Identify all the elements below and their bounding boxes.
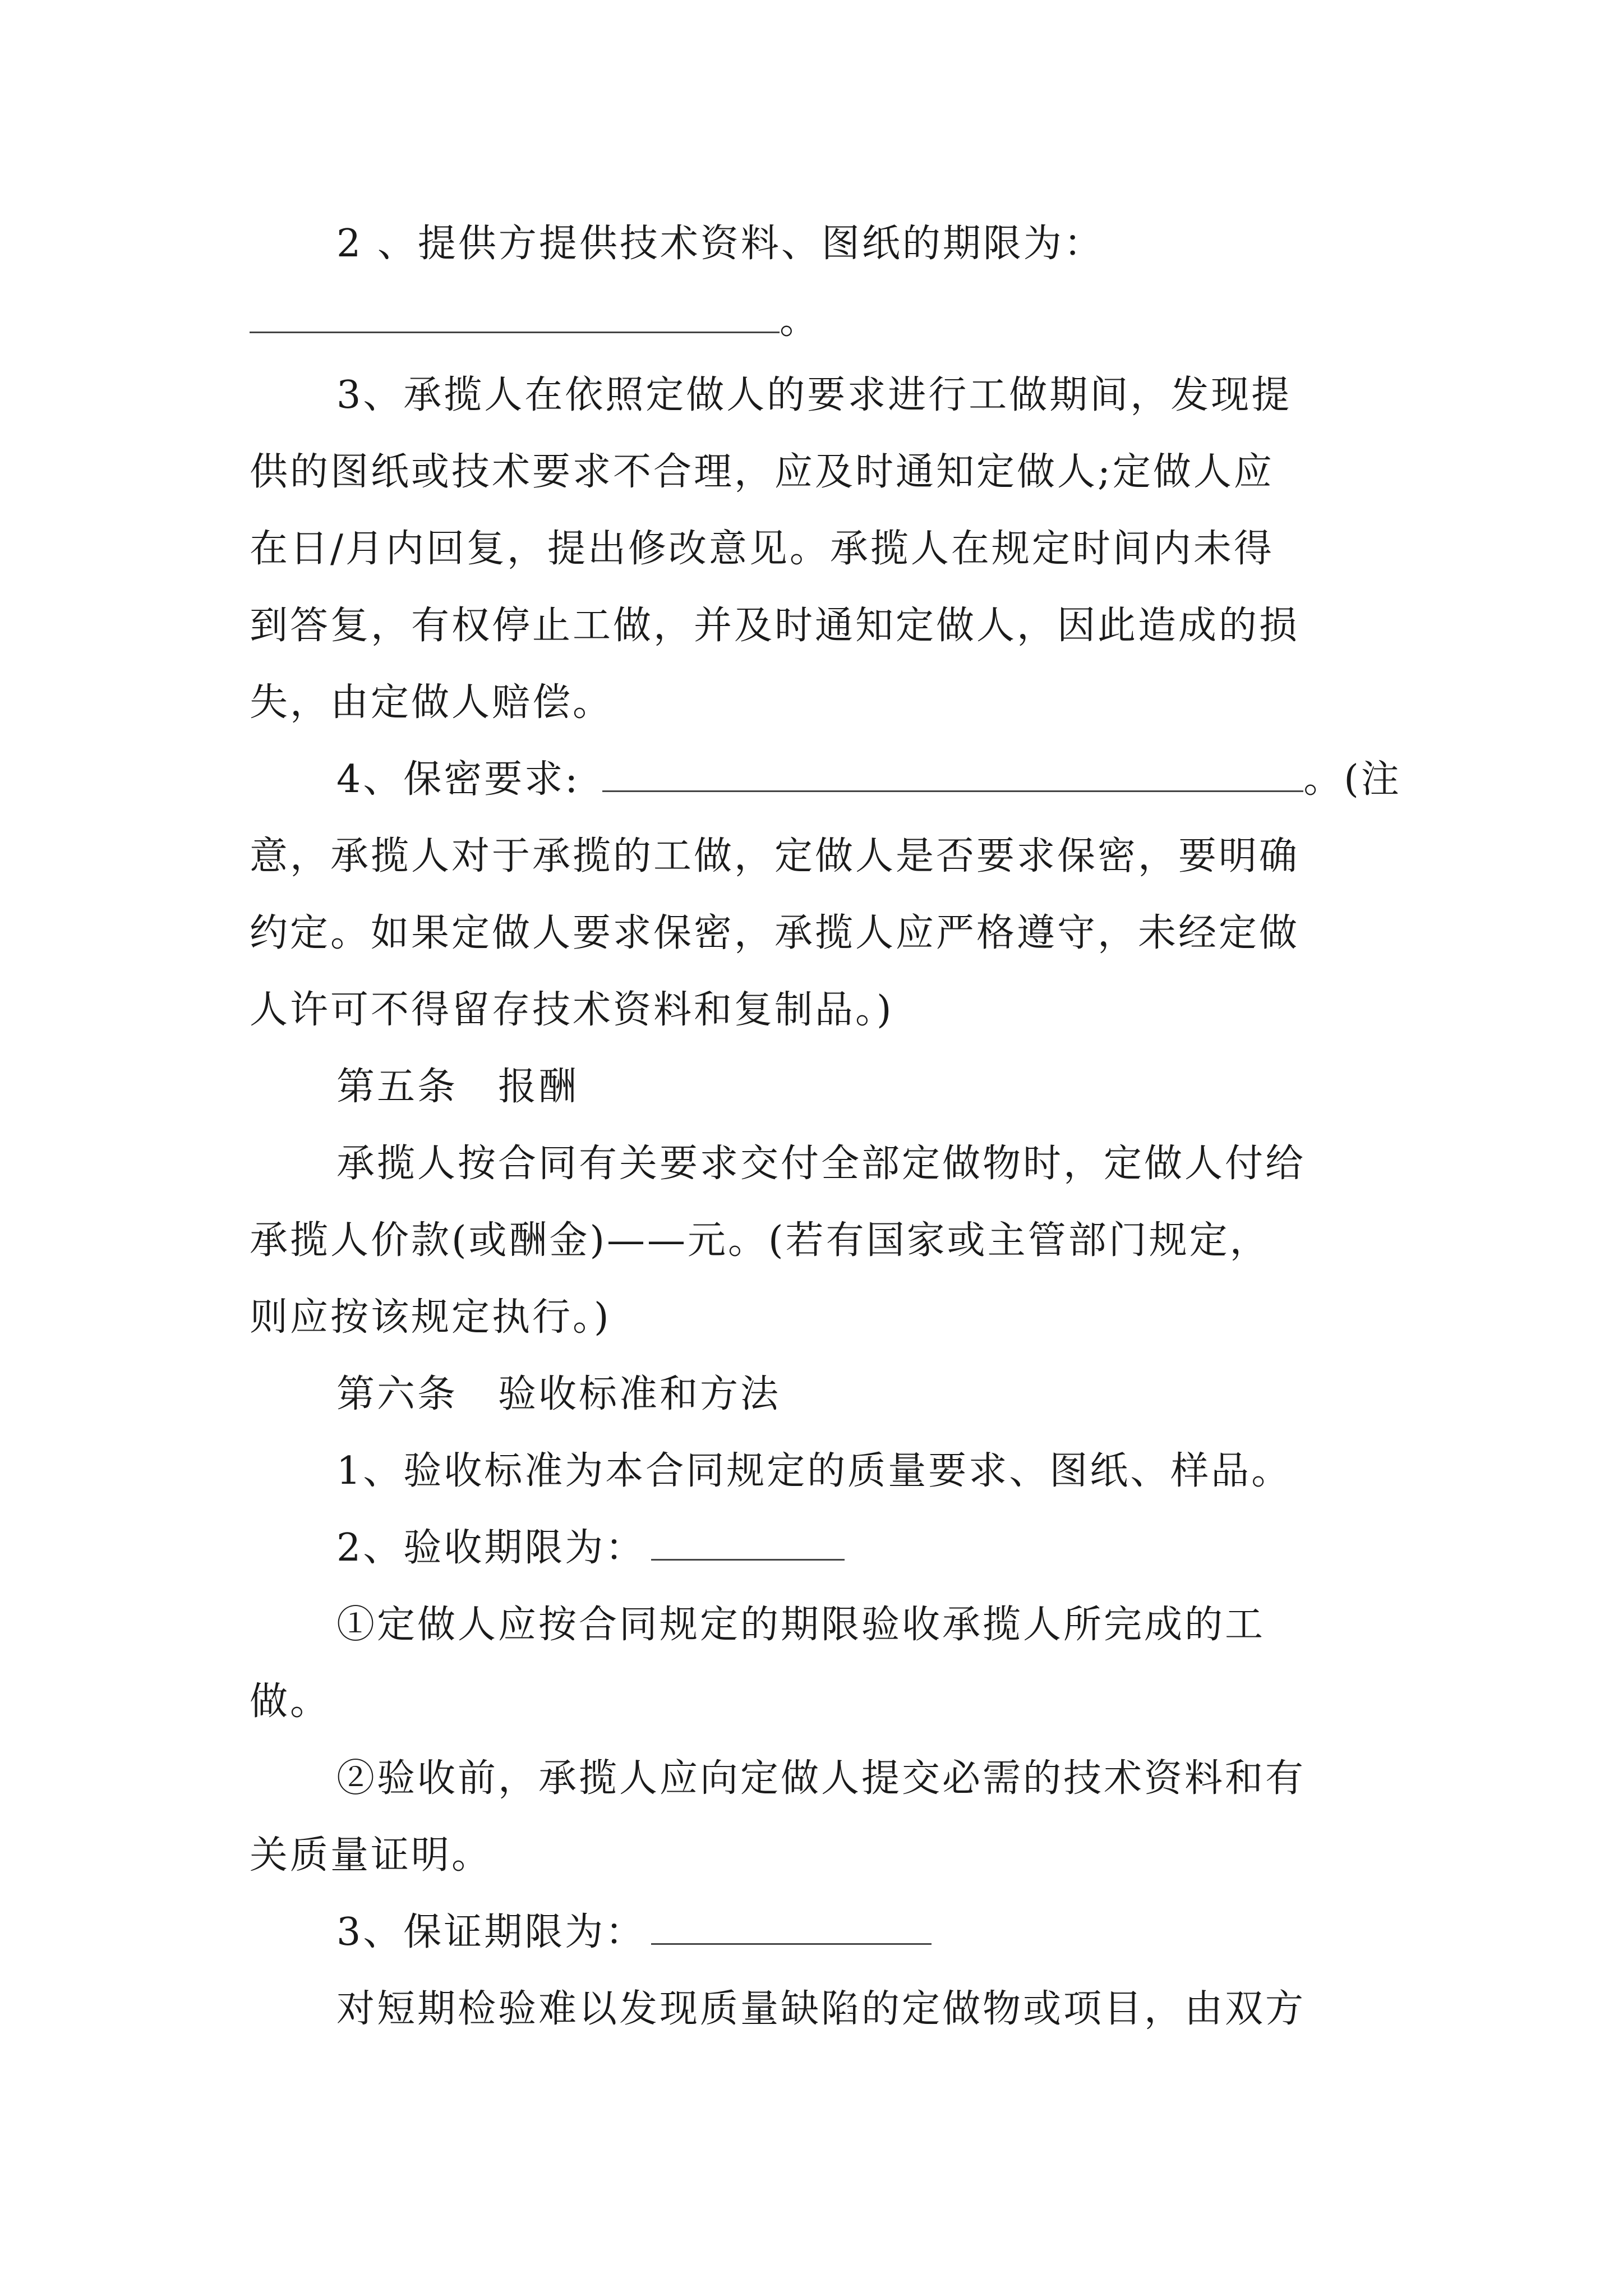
- fill-in-blank: [651, 1910, 932, 1945]
- section-heading: 第六条 验收标准和方法: [336, 1372, 781, 1416]
- paragraph-line: 承揽人价款(或酬金)——元。(若有国家或主管部门规定，: [250, 1218, 1270, 1263]
- line-text: 3、保证期限为：: [336, 1910, 646, 1954]
- paragraph-line: [250, 293, 1380, 349]
- section-heading: 第五条 报酬: [336, 1065, 579, 1109]
- fill-in-blank: [602, 757, 1303, 792]
- paragraph-line: 承揽人按合同有关要求交付全部定做物时，定做人付给: [336, 1142, 1306, 1186]
- paragraph-line: [336, 1904, 1380, 1961]
- paragraph-line: ②验收前，承揽人应向定做人提交必需的技术资料和有: [336, 1756, 1306, 1801]
- line-text: 4、保密要求:: [336, 757, 580, 802]
- paragraph-line: 1、验收标准为本合同规定的质量要求、图纸、样品。: [336, 1449, 1292, 1493]
- paragraph-line: 做。: [250, 1680, 331, 1724]
- paragraph-line: 对短期检验难以发现质量缺陷的定做物或项目，由双方: [336, 1987, 1306, 2031]
- paragraph-line: 人许可不得留存技术资料和复制品。): [250, 988, 894, 1032]
- paragraph-line: 则应按该规定执行。): [250, 1295, 611, 1340]
- fill-in-blank: [250, 298, 780, 333]
- line-text: 2、验收期限为：: [336, 1526, 646, 1570]
- paragraph-line: ①定做人应按合同规定的期限验收承揽人所完成的工: [336, 1603, 1266, 1647]
- paragraph-line: 失，由定做人赔偿。: [250, 680, 614, 725]
- paragraph-line: [336, 752, 1401, 808]
- paragraph-line: 供的图纸或技术要求不合理，应及时通知定做人;定做人应: [250, 450, 1274, 494]
- paragraph-line: [336, 1520, 1380, 1576]
- paragraph-line: 3、承揽人在依照定做人的要求进行工做期间，发现提: [336, 373, 1292, 417]
- paragraph-line: 2 、提供方提供技术资料、图纸的期限为：: [336, 222, 1104, 266]
- paragraph-line: 约定。如果定做人要求保密，承揽人应严格遵守，未经定做: [250, 911, 1300, 955]
- line-text: 。(注: [1303, 757, 1401, 802]
- paragraph-line: 到答复，有权停止工做，并及时通知定做人，因此造成的损: [250, 604, 1300, 648]
- paragraph-line: 意，承揽人对于承揽的工做，定做人是否要求保密，要明确: [250, 834, 1300, 878]
- line-text: 。: [780, 298, 820, 343]
- paragraph-line: 关质量证明。: [250, 1833, 492, 1878]
- paragraph-line: 在日/月内回复，提出修改意见。承揽人在规定时间内未得: [250, 527, 1274, 571]
- fill-in-blank: [651, 1525, 845, 1561]
